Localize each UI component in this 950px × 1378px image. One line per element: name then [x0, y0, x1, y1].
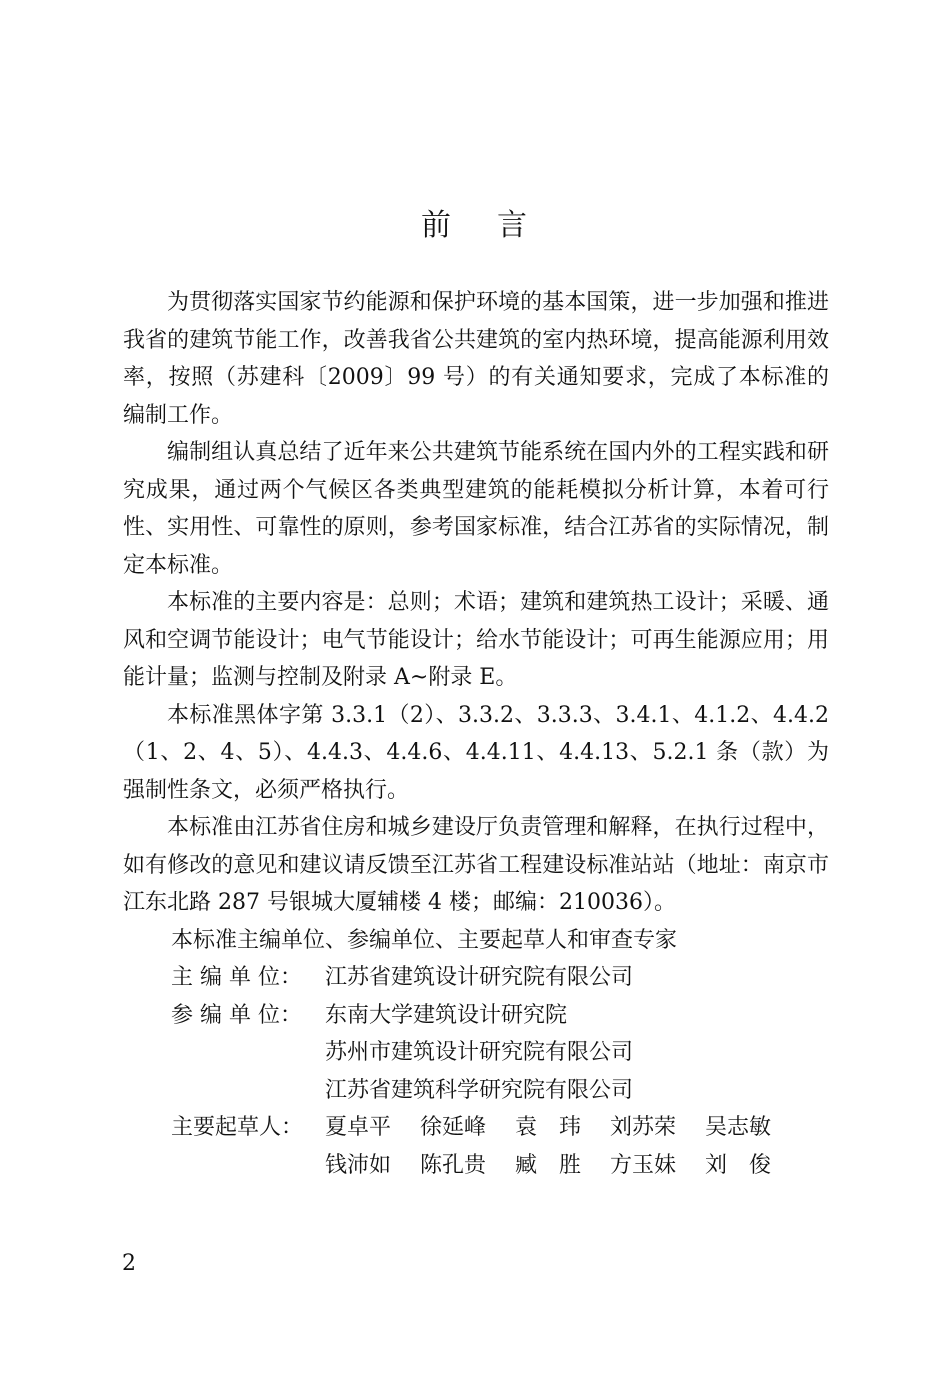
participating-unit: 苏州市建筑设计研究院有限公司: [325, 1040, 634, 1065]
chief-unit-name: 江苏省建筑设计研究院有限公司: [325, 965, 634, 990]
chief-unit-values: [325, 959, 829, 997]
drafter-name: 吴志敏: [705, 1115, 772, 1140]
drafters-label: 主要起草人：: [171, 1115, 304, 1140]
title-char-2: 言: [497, 208, 529, 243]
drafters-line-2: [325, 1147, 829, 1185]
drafter-name: 夏卓平: [325, 1115, 392, 1140]
drafter-name: 刘 俊: [705, 1152, 772, 1178]
drafters-values: [325, 1109, 829, 1184]
credits-section: [123, 922, 829, 1185]
participating-unit: 江苏省建筑科学研究院有限公司: [325, 1077, 634, 1103]
participating-unit: 东南大学建筑设计研究院: [325, 1002, 568, 1028]
participating-units-values: [325, 997, 829, 1110]
drafter-name: 袁 玮: [515, 1115, 582, 1140]
page-number: 2: [122, 1251, 136, 1276]
drafter-name: 徐延峰: [420, 1115, 487, 1140]
credits-intro: 本标准主编单位、参编单位、主要起草人和审查专家: [171, 927, 678, 953]
drafter-name: 臧 胜: [515, 1152, 582, 1178]
drafter-name: 陈孔贵: [420, 1152, 487, 1178]
participating-units-row: [123, 997, 829, 1110]
page-title: [0, 206, 950, 246]
title-char-1: 前: [421, 208, 453, 243]
drafter-name: 刘苏荣: [610, 1115, 677, 1140]
drafters-row: [123, 1109, 829, 1184]
drafter-name: 方玉妹: [610, 1152, 677, 1178]
drafters-line-1: [325, 1109, 829, 1147]
paragraph-purpose: 为贯彻落实国家节约能源和保护环境的基本国策，进一步加强和推进我省的建筑节能工作，改善我省公共建筑的室内热环境，提高能源利用效率，按照（苏建科〔2009〕99 号）的有关通知要求，完成了本标准的编制工作。: [123, 290, 829, 428]
paragraph-contents: 本标准的主要内容是：总则；术语；建筑和建筑热工设计；采暖、通风和空调节能设计；电气节能设计；给水节能设计；可再生能源应用；用能计量；监测与控制及附录 A~附录 E。: [123, 590, 829, 690]
chief-unit-label: 主 编 单 位：: [171, 965, 302, 990]
preface-body: [123, 284, 829, 1184]
paragraph-method: 编制组认真总结了近年来公共建筑节能系统在国内外的工程实践和研究成果，通过两个气候区各类典型建筑的能耗模拟分析计算，本着可行性、实用性、可靠性的原则，参考国家标准，结合江苏省的实际情况，制定本标准。: [123, 440, 829, 578]
drafter-name: 钱沛如: [325, 1152, 392, 1178]
chief-unit-row: [123, 959, 829, 997]
paragraph-mandatory-clauses: 本标准黑体字第 3.3.1（2）、3.3.2、3.3.3、3.4.1、4.1.2、4.4.2（1、2、4、5）、4.4.3、4.4.6、4.4.11、4.4.13、5.2.1 条（款）为强制性条文，必须严格执行。: [123, 702, 829, 803]
paragraph-management: 本标准由江苏省住房和城乡建设厅负责管理和解释，在执行过程中，如有修改的意见和建议请反馈至江苏省工程建设标准站站（地址：南京市江东北路 287 号银城大厦辅楼 4 楼；邮编：210036）。: [123, 815, 829, 915]
participating-units-label: 参 编 单 位：: [171, 1002, 302, 1028]
